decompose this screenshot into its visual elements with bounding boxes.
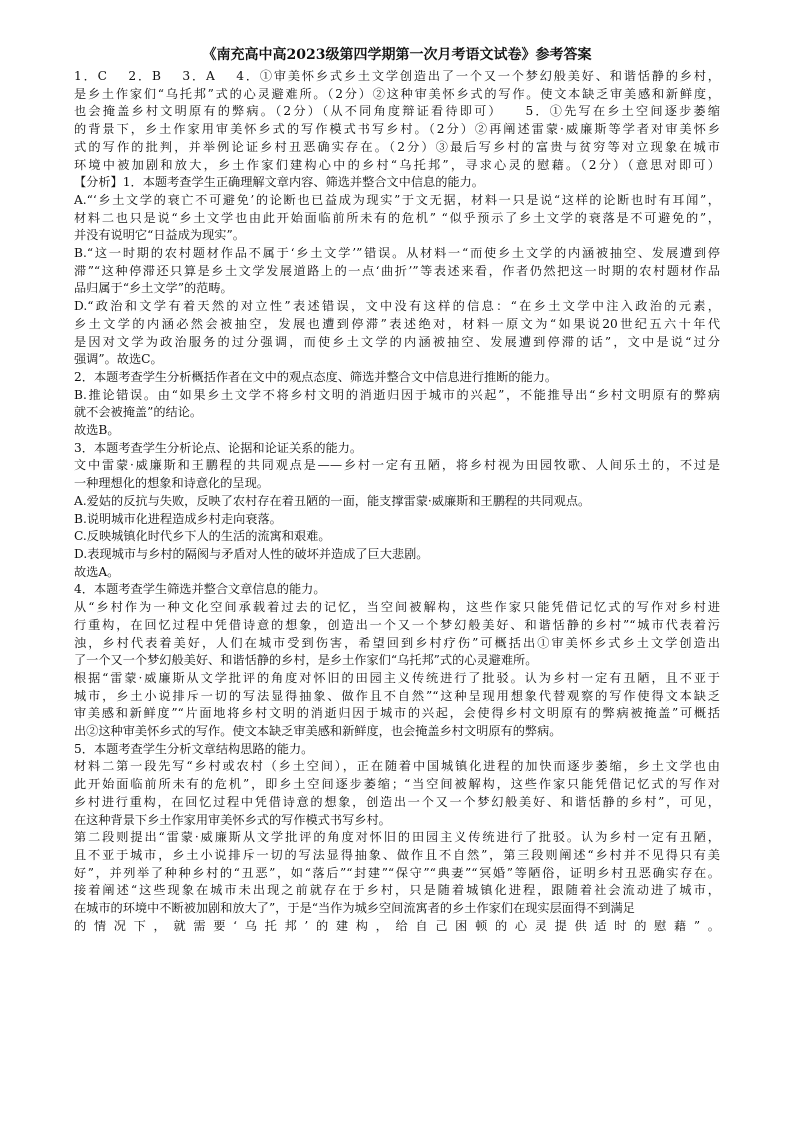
text-line: 根据“雷蒙·威廉斯从文学批评的角度对怀旧的田园主义传统进行了批驳。认为乡村一定有丑陋，且不亚于 bbox=[74, 670, 720, 685]
text-line: 第二段则提出“雷蒙·威廉斯从文学批评的角度对怀旧的田园主义传统进行了批驳。认为乡村一定有丑陋， bbox=[74, 830, 720, 845]
text-line: 的情况下，就需要‘乌托邦’的建构，给自己困顿的心灵提供适时的慰藉”。 bbox=[74, 918, 720, 933]
text-line: 5．本题考查学生分析文章结构思路的能力。 bbox=[74, 741, 314, 756]
text-line: 是乡土作家们“乌托邦”式的心灵避难所。（2分）②这种审美怀乡式的写作。使文本缺乏审美感和新鲜度， bbox=[74, 86, 720, 101]
text-line: 浊，乡村代表着美好，人们在城市受到伤害，希望回到乡村疗伤”可概括出①审美怀乡式乡土文学创造出 bbox=[74, 635, 720, 650]
text-line: D.表现城市与乡村的隔阂与矛盾对人性的破坏并造成了巨大悲剧。 bbox=[74, 546, 429, 561]
text-line: 且不亚于城市，乡土小说排斥一切的写法显得抽象、做作且不自然”，第三段则阐述“乡村并不见得只有美 bbox=[74, 847, 720, 862]
text-line: 2．本题考查学生分析概括作者在文中的观点态度、筛选并整合文中信息进行推断的能力。 bbox=[74, 369, 558, 384]
text-line: 出②这种审美怀乡式的写作。使文本缺乏审美感和新鲜度，也会掩盖乡村文明原有的弊病。 bbox=[74, 724, 562, 739]
answer-document bbox=[74, 44, 720, 935]
text-line: 环境中被加剧和放大，乡土作家们建构心中的乡村“乌托邦”，寻求心灵的慰藉。（2分）（意思对即可） bbox=[74, 157, 720, 172]
text-line: 并没有说明它“日益成为现实”。 bbox=[74, 228, 245, 243]
text-line: A.爱姑的反抗与失败，反映了农村存在着丑陋的一面，能支撑雷蒙·威廉斯和王鹏程的共同观点。 bbox=[74, 493, 591, 508]
text-line: 在这种背景下乡土作家用审美怀乡式的写作模式书写乡村。 bbox=[74, 812, 391, 827]
document-title: 《南充高中高2023级第四学期第一次月考语文试卷》参考答案 bbox=[202, 47, 592, 63]
text-line: 4．本题考查学生筛选并整合文章信息的能力。 bbox=[74, 582, 326, 597]
text-line: D.“政治和文学有着天然的对立性”表述错误，文中没有这样的信息：“在乡土文学中注入政治的元素， bbox=[74, 299, 720, 314]
text-line: 品归属于“乡土文学”的范畴。 bbox=[74, 281, 233, 296]
text-line: 的背景下，乡土作家用审美怀乡式的写作模式书写乡村。（2分）②再阐述雷蒙·威廉斯等学者对审美怀乡 bbox=[74, 122, 720, 137]
text-line: 审美感和新鲜度”“片面地将乡村文明的消逝归因于城市的兴起，会使得乡村文明原有的弊病被掩盖”可概括 bbox=[74, 706, 720, 721]
text-line: 材料二也只是说“乡土文学也由此开始面临前所未有的危机” “似乎预示了乡土文学的衰落是不可避免的”， bbox=[74, 210, 720, 225]
text-line: 3．本题考查学生分析论点、论据和论证关系的能力。 bbox=[74, 440, 363, 455]
text-line: B.推论错误。由“如果乡土文学不将乡村文明的消逝归因于城市的兴起”，不能推导出“乡村文明原有的弊病 bbox=[74, 387, 720, 402]
text-line: 此开始面临前所未有的危机”，即乡土空间逐步萎缩；“当空间被解构，这些作家只能凭借记忆式的写作对 bbox=[74, 777, 720, 792]
text-line: 城市，乡土小说排斥一切的写法显得抽象、做作且不自然”“这种呈现用想象代替观察的写作使得文本缺乏 bbox=[74, 688, 720, 703]
text-line: 1．C 2．B 3．A 4．①审美怀乡式乡土文学创造出了一个又一个梦幻般美好、和谐恬静的乡村， bbox=[74, 69, 720, 83]
text-line: 就不会被掩盖”的结论。 bbox=[74, 405, 203, 420]
text-line: 接着阐述“这些现象在城市未出现之前就存在于乡村，只是随着城镇化进程，跟随着社会流动进了城市， bbox=[74, 883, 720, 898]
document-body bbox=[74, 68, 720, 935]
text-line: 也会掩盖乡村文明原有的弊病。（2分）（从不同角度辩证看待即可） 5．①先写在乡土空间逐步萎缩 bbox=[74, 104, 720, 119]
text-line: B.“这一时期的农村题材作品不属于‘乡土文学’”错误。从材料一“而使乡土文学的内涵被抽空、发展遭到停 bbox=[74, 246, 720, 261]
text-line: 故选B。 bbox=[74, 423, 120, 438]
text-line: 一种理想化的想象和诗意化的呈现。 bbox=[74, 476, 269, 491]
text-line: 滞”“这种停滞还只算是乡土文学发展道路上的一点‘曲折’”等表述来看，作者仍然把这一时期的农村题材作品 bbox=[74, 263, 720, 278]
text-line: A.“‘乡土文学的衰亡不可避免’的论断也已益成为现实”于文无据，材料一只是说“这样的论断也时有耳闻”， bbox=[74, 192, 720, 207]
text-line: 故选A。 bbox=[74, 564, 120, 579]
text-line: 式的写作的批判，并举例论证乡村丑恶确实存在。（2分）③最后写乡村的富贵与贫穷等对立现象在城市 bbox=[74, 139, 720, 154]
text-line: C.反映城镇化时代乡下人的生活的流寓和艰难。 bbox=[74, 529, 331, 544]
text-line: 是因对文学为政治服务的过分强调，而使乡土文学的内涵被抽空、发展遭到停滞的话”，文中是说“过分 bbox=[74, 334, 720, 349]
text-line: 从“乡村作为一种文化空间承载着过去的记忆，当空间被解构，这些作家只能凭借记忆式的写作对乡村进 bbox=[74, 600, 720, 615]
text-line: 行重构，在回忆过程中凭借诗意的想象，创造出一个又一个梦幻般美好、和谐恬静的乡村”“城市代表着污 bbox=[74, 617, 720, 632]
text-line: 【分析】1．本题考查学生正确理解文章内容、筛选并整合文中信息的能力。 bbox=[74, 175, 484, 190]
text-line: 材料二第一段先写“乡村或农村（乡土空间），正在随着中国城镇化进程的加快而逐步萎缩，乡土文学也由 bbox=[74, 759, 720, 774]
text-line: B.说明城市化进程造成乡村走向衰落。 bbox=[74, 511, 282, 526]
text-line: 乡村进行重构，在回忆过程中凭借诗意的想象，创造出一个又一个梦幻般美好、和谐恬静的乡村”，可见， bbox=[74, 794, 720, 809]
text-line: 文中雷蒙·威廉斯和王鹏程的共同观点是——乡村一定有丑陋，将乡村视为田园牧歌、人间乐土的，不过是 bbox=[74, 458, 720, 473]
text-line: 了一个又一个梦幻般美好、和谐恬静的乡村，是乡土作家们“乌托邦”式的心灵避难所。 bbox=[74, 653, 538, 668]
text-line: 好”，并列举了种种乡村的“丑恶”，如“落后”“封建”“保守”“典妻”“冥婚”等陋俗，证明乡村丑恶确实存在。 bbox=[74, 865, 720, 880]
text-line: 乡土文学的内涵必然会被抽空，发展也遭到停滞”表述绝对，材料一原文为“如果说20世纪五六十年代 bbox=[74, 316, 720, 331]
text-line: 强调”。故选C。 bbox=[74, 352, 163, 367]
text-line: 在城市的环境中不断被加剧和放大了”，于是“当作为城乡空间流寓者的乡土作家们在现实层面得不到满足 bbox=[74, 901, 635, 916]
